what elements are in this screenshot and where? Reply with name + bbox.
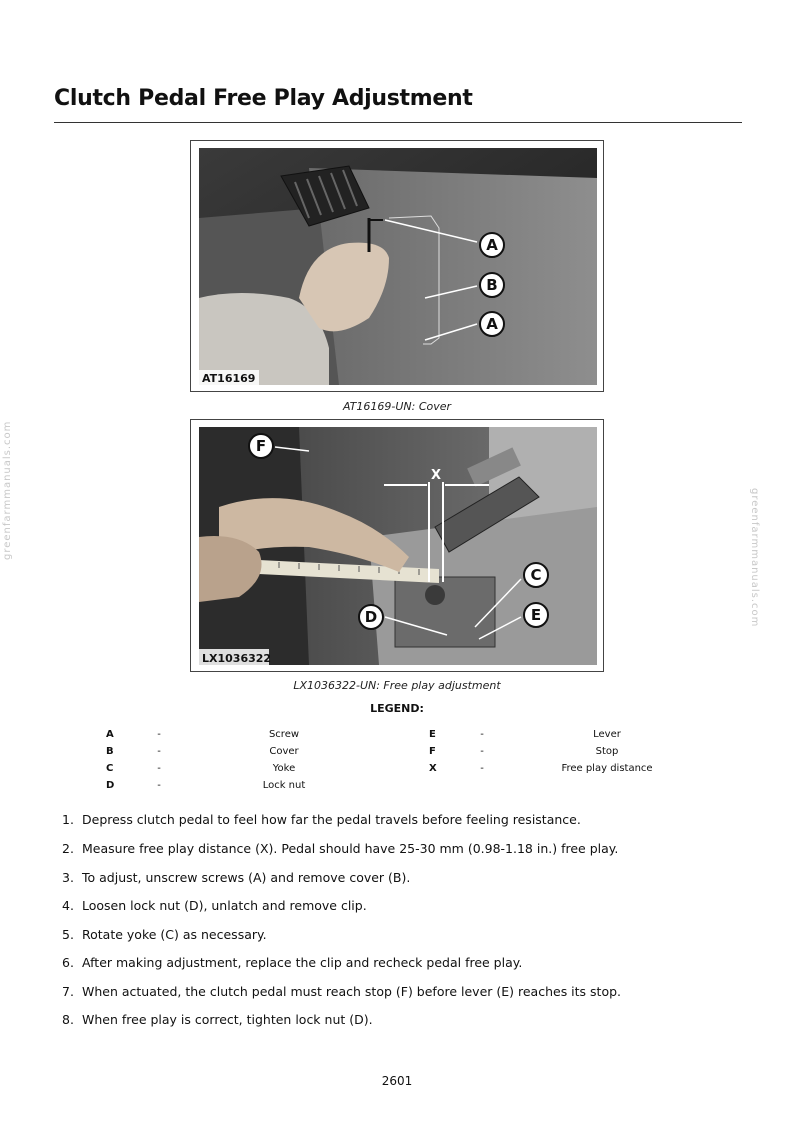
step-number: 1. <box>62 812 74 827</box>
watermark-left: greenfarmmanuals.com <box>2 420 13 560</box>
legend-value: Cover <box>269 746 299 757</box>
figure-id-label: AT16169 <box>202 372 256 385</box>
legend-row <box>0 746 794 760</box>
legend-value: Stop <box>595 746 619 757</box>
step-text: To adjust, unscrew screws (A) and remove cover (B). <box>82 870 411 885</box>
step-number: 3. <box>62 870 74 885</box>
step-text: Depress clutch pedal to feel how far the pedal travels before feeling resistance. <box>82 812 581 827</box>
legend-row <box>0 763 794 777</box>
legend-value: Lever <box>593 729 621 740</box>
page-number: 2601 <box>381 1074 413 1088</box>
step-number: 8. <box>62 1012 74 1027</box>
list-item <box>62 841 618 856</box>
list-item <box>62 870 410 885</box>
page-title: Clutch Pedal Free Play Adjustment <box>54 86 473 111</box>
figure-caption: LX1036322-UN: Free play adjustment <box>293 679 501 692</box>
step-text: Loosen lock nut (D), unlatch and remove clip. <box>82 898 367 913</box>
title-divider <box>54 122 742 123</box>
legend-separator: - <box>157 746 161 757</box>
svg-text:B: B <box>486 276 498 294</box>
legend-key: F <box>429 746 436 757</box>
callout-f <box>249 434 273 458</box>
figure-caption: AT16169-UN: Cover <box>342 400 452 413</box>
step-number: 2. <box>62 841 74 856</box>
svg-text:A: A <box>486 315 498 333</box>
legend-key: A <box>106 729 114 740</box>
callout-d <box>359 605 383 629</box>
watermark-right: greenfarmmanuals.com <box>749 488 760 628</box>
cover-photo-illustration <box>199 148 597 385</box>
list-item <box>62 927 267 942</box>
list-item <box>62 812 581 827</box>
free-play-photo-illustration <box>199 427 597 665</box>
figure-id-label: LX1036322 <box>202 652 272 665</box>
legend-key: X <box>429 763 437 774</box>
legend-separator: - <box>157 763 161 774</box>
step-text: After making adjustment, replace the clip and recheck pedal free play. <box>82 955 523 970</box>
callout-e <box>524 603 548 627</box>
callout-a-top <box>480 233 504 257</box>
legend-row <box>0 729 794 743</box>
legend-separator: - <box>157 729 161 740</box>
legend-separator: - <box>480 746 484 757</box>
step-text: Rotate yoke (C) as necessary. <box>82 927 267 942</box>
svg-text:E: E <box>530 606 542 624</box>
svg-text:F: F <box>255 437 267 455</box>
legend-value: Yoke <box>272 763 296 774</box>
figure-free-play-photo <box>190 419 604 672</box>
list-item <box>62 1012 373 1027</box>
legend-separator: - <box>480 729 484 740</box>
legend-key: E <box>429 729 436 740</box>
legend-value: Screw <box>268 729 300 740</box>
callout-a-bottom <box>480 312 504 336</box>
step-number: 7. <box>62 984 74 999</box>
legend-row <box>0 780 794 794</box>
step-number: 5. <box>62 927 74 942</box>
callout-x: X <box>430 468 442 483</box>
list-item <box>62 898 367 913</box>
svg-text:A: A <box>486 236 498 254</box>
step-number: 4. <box>62 898 74 913</box>
legend-value: Free play distance <box>561 763 653 774</box>
legend-key: C <box>106 763 114 774</box>
legend-separator: - <box>157 780 161 791</box>
callout-c <box>524 563 548 587</box>
svg-text:C: C <box>530 566 542 584</box>
legend-separator: - <box>480 763 484 774</box>
figure-cover-photo <box>190 140 604 392</box>
list-item <box>62 984 621 999</box>
svg-text:D: D <box>364 608 378 626</box>
legend-title: LEGEND: <box>370 702 424 715</box>
legend-value: Lock nut <box>262 780 306 791</box>
step-number: 6. <box>62 955 74 970</box>
step-text: When actuated, the clutch pedal must reach stop (F) before lever (E) reaches its stop. <box>82 984 622 999</box>
list-item <box>62 955 522 970</box>
step-text: When free play is correct, tighten lock nut (D). <box>82 1012 373 1027</box>
legend-key: D <box>106 780 115 791</box>
callout-b <box>480 273 504 297</box>
legend-key: B <box>106 746 114 757</box>
step-text: Measure free play distance (X). Pedal should have 25-30 mm (0.98-1.18 in.) free play. <box>82 841 619 856</box>
